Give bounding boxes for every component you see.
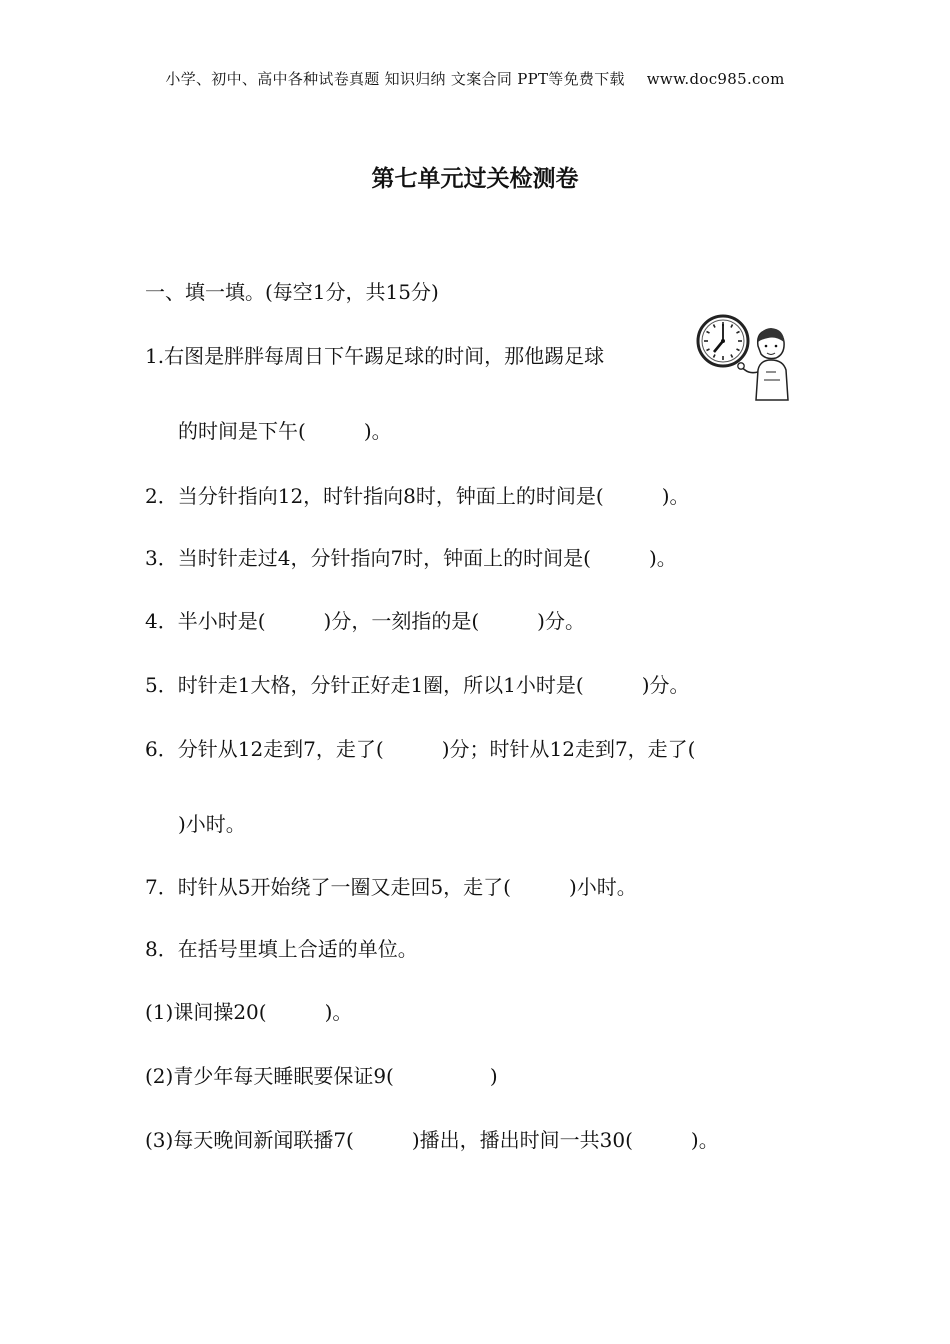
question-8-2: (2)青少年每天睡眠要保证9( ) [145, 1064, 498, 1088]
question-1-line2: 的时间是下午( )。 [178, 419, 392, 443]
page-header [0, 68, 950, 89]
question-1-line1: 1.右图是胖胖每周日下午踢足球的时间，那他踢足球 [145, 344, 605, 368]
question-4: 4．半小时是( )分，一刻指的是( )分。 [145, 609, 585, 633]
header-url[interactable]: www.doc985.com [646, 70, 785, 88]
question-5: 5．时针走1大格，分针正好走1圈，所以1小时是( )分。 [145, 673, 690, 697]
page-title: 第七单元过关检测卷 [371, 166, 579, 192]
question-2: 2．当分针指向12，时针指向8时，钟面上的时间是( )。 [145, 484, 690, 508]
question-6-line2: )小时。 [178, 812, 246, 836]
section-heading: 一、填一填。(每空1分，共15分) [145, 280, 439, 304]
clock-boy-illustration [696, 312, 792, 402]
question-3: 3．当时针走过4，分针指向7时，钟面上的时间是( )。 [145, 546, 677, 570]
wall-clock-icon [696, 312, 792, 402]
question-6-line1: 6．分针从12走到7，走了( )分；时针从12走到7，走了( [145, 737, 696, 761]
question-7: 7．时针从5开始绕了一圈又走回5，走了( )小时。 [145, 875, 637, 899]
header-text: 小学、初中、高中各种试卷真题 知识归纳 文案合同 PPT等免费下载 [165, 70, 625, 88]
question-8-1: (1)课间操20( )。 [145, 1000, 353, 1024]
question-8-stem: 8．在括号里填上合适的单位。 [145, 937, 418, 961]
question-8-3: (3)每天晚间新闻联播7( )播出，播出时间一共30( )。 [145, 1128, 719, 1152]
